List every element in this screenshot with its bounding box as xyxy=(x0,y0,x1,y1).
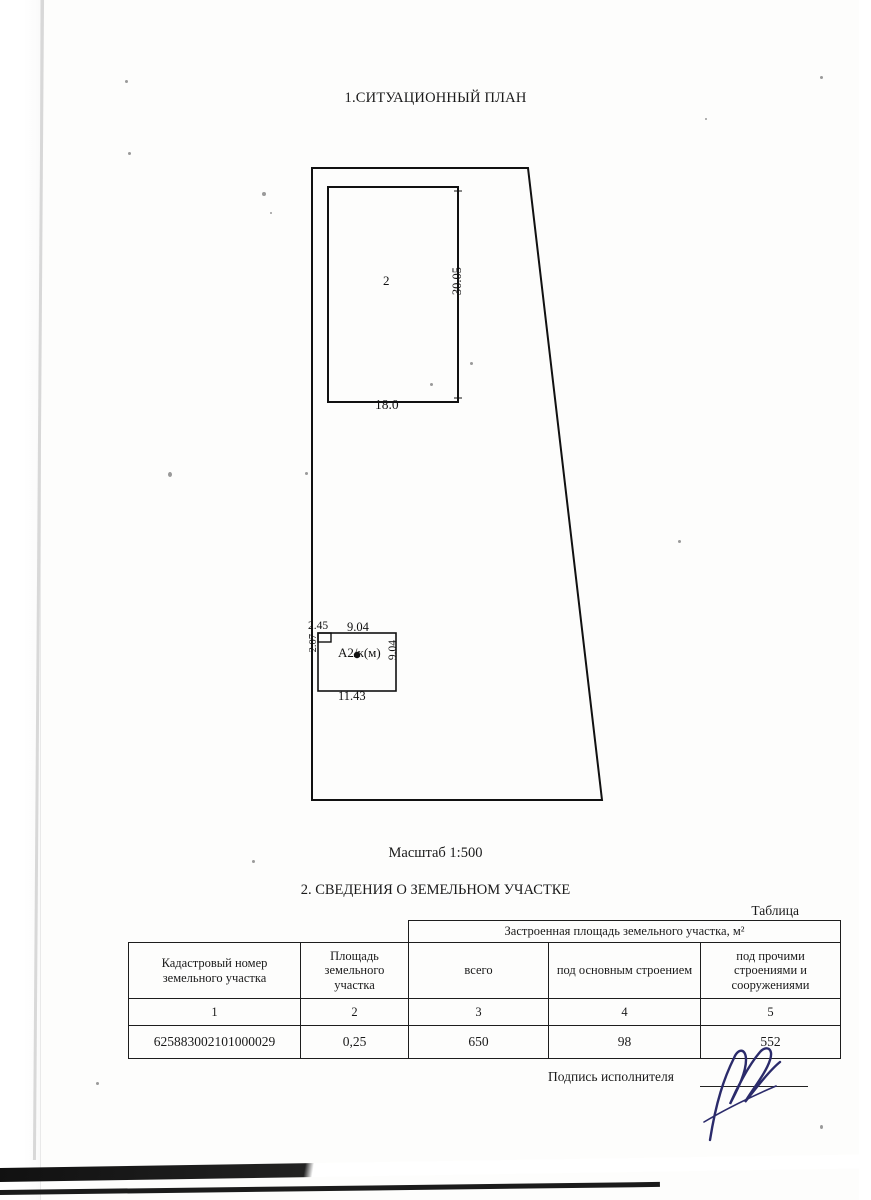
cell-cadastral-number: 625883002101000029 xyxy=(129,1026,301,1059)
colnum-5: 5 xyxy=(701,999,841,1026)
scan-speck xyxy=(820,76,823,79)
plan-house-dim-right: 9.04 xyxy=(387,640,399,661)
header-main-building: под основным строением xyxy=(549,943,701,999)
scan-right-edge xyxy=(859,0,871,1200)
scan-bottom-artifact-2 xyxy=(0,1182,660,1195)
plan-dim-height: 30.05 xyxy=(450,267,464,296)
house-notch xyxy=(318,633,331,642)
cell-total: 650 xyxy=(409,1026,549,1059)
cell-main-building: 98 xyxy=(549,1026,701,1059)
header-cadastral-number: Кадастровый номер земельного участка xyxy=(129,943,301,999)
header-spacer-2 xyxy=(301,921,409,943)
scan-speck xyxy=(705,118,707,120)
scan-speck xyxy=(820,1125,823,1129)
colnum-3: 3 xyxy=(409,999,549,1026)
plan-house-dim-top-left: 2.45 xyxy=(308,620,329,632)
cell-parcel-area: 0,25 xyxy=(301,1026,409,1059)
plan-svg xyxy=(250,155,670,815)
plan-building-label: 2 xyxy=(383,273,390,288)
situation-plan-drawing xyxy=(250,155,670,815)
header-parcel-area: Площадь земельного участка xyxy=(301,943,409,999)
header-spacer-1 xyxy=(129,921,301,943)
signature-mark xyxy=(690,1040,800,1145)
scan-bottom-artifact xyxy=(0,1154,871,1182)
colnum-2: 2 xyxy=(301,999,409,1026)
plan-house-dim-top-right: 9.04 xyxy=(347,620,369,634)
colnum-4: 4 xyxy=(549,999,701,1026)
plan-dim-width: 18.0 xyxy=(375,397,399,412)
scan-speck xyxy=(168,472,172,477)
land-parcel-table xyxy=(128,920,841,1059)
plan-house-dim-left: 2.07 xyxy=(308,634,319,653)
section-1-title: 1.СИТУАЦИОННЫЙ ПЛАН xyxy=(344,90,527,106)
colnum-1: 1 xyxy=(129,999,301,1026)
plan-house-label: А2/к(м) xyxy=(338,645,381,660)
scan-speck xyxy=(96,1082,99,1085)
header-total: всего xyxy=(409,943,549,999)
scan-speck xyxy=(128,152,131,155)
scale-caption: Масштаб 1:500 xyxy=(388,845,483,861)
table-header-group-row xyxy=(129,921,841,943)
section-2-title: 2. СВЕДЕНИЯ О ЗЕМЕЛЬНОМ УЧАСТКЕ xyxy=(300,882,571,898)
scan-speck xyxy=(678,540,681,543)
header-other-buildings: под прочими строениями и сооружениями xyxy=(701,943,841,999)
table-header-row xyxy=(129,943,841,999)
cell-other-buildings: 552 xyxy=(701,1026,841,1059)
signature-label: Подпись исполнителя xyxy=(548,1069,674,1084)
main-building-rect xyxy=(328,187,458,402)
scan-speck xyxy=(125,80,128,83)
header-built-area-group: Застроенная площадь земельного участка, м² xyxy=(409,921,841,943)
table-column-number-row xyxy=(129,999,841,1026)
table-caption: Таблица xyxy=(751,903,799,918)
plan-house-dim-bottom: 11.43 xyxy=(338,689,366,703)
